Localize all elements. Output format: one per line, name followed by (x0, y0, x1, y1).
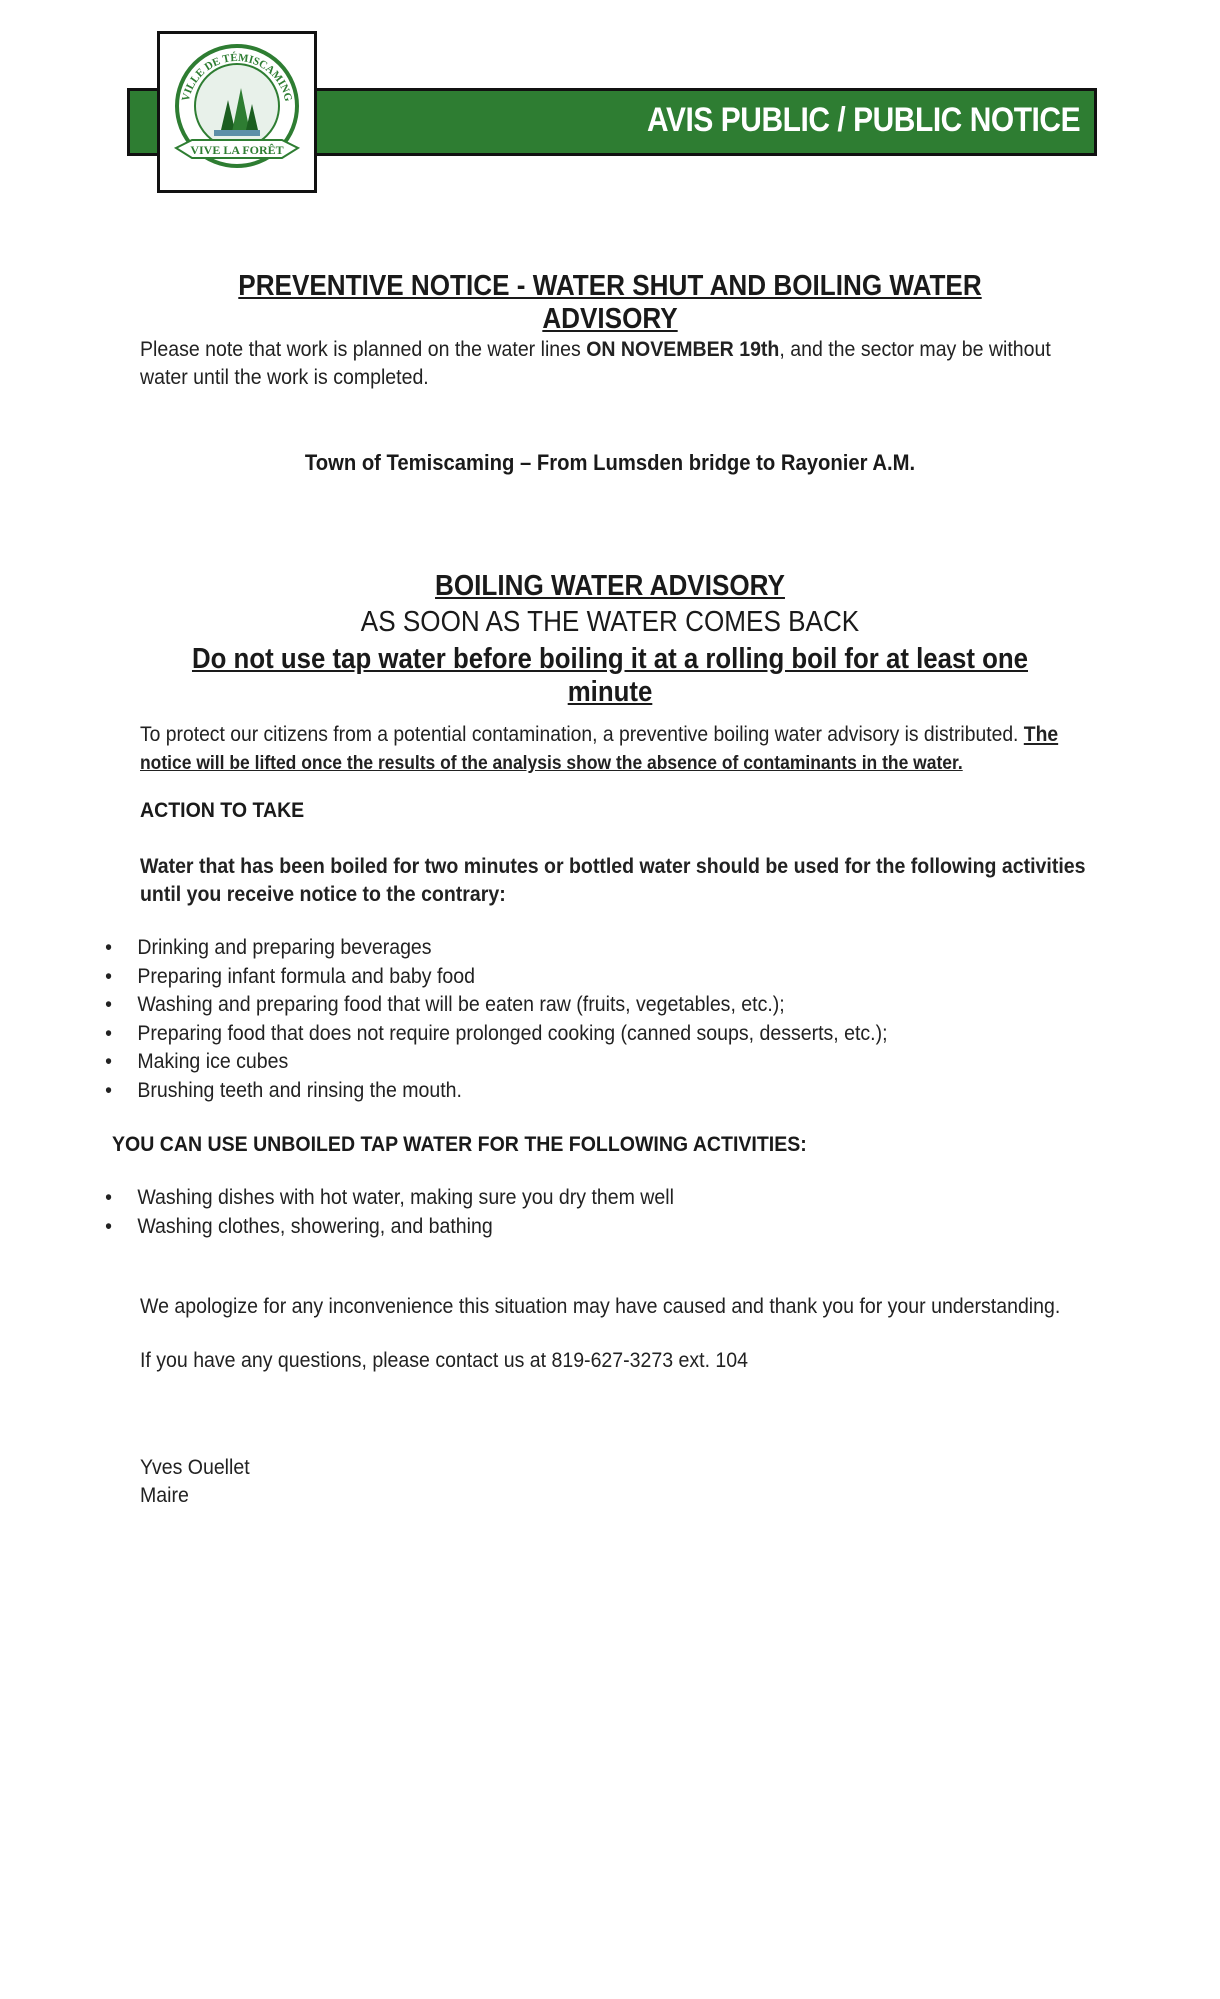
intro-date: ON NOVEMBER 19th (586, 338, 780, 361)
town-logo (157, 31, 317, 193)
advisory-title: BOILING WATER ADVISORY (435, 570, 785, 602)
signature-block (140, 1454, 250, 1510)
logo-ribbon-text: VIVE LA FORÊT (190, 143, 284, 157)
protect-paragraph (140, 721, 1097, 778)
intro-text-line2: water until the work is completed. (140, 366, 429, 389)
list-item: • Making ice cubes (105, 1050, 289, 1073)
town-seal-icon (166, 40, 308, 184)
list-item: • Washing and preparing food that will be eaten raw (fruits, vegetables, etc.); (105, 993, 785, 1016)
list-item: • Preparing food that does not require prolonged cooking (canned soups, desserts, etc.); (105, 1021, 888, 1045)
action-instruction-line1: Water that has been boiled for two minutes or bottled water should be used for the following activities (140, 855, 1086, 878)
unboiled-heading: YOU CAN USE UNBOILED TAP WATER FOR THE FOLLOWING ACTIVITIES: (112, 1133, 807, 1156)
protect-lifted-2: notice will be lifted once the results of the analysis show the absence of contaminants in the water. (140, 753, 963, 774)
list-item: • Brushing teeth and rinsing the mouth. (105, 1078, 462, 1102)
list-item: • Washing dishes with hot water, making sure you dry them well (105, 1186, 674, 1209)
signer-title: Maire (140, 1484, 189, 1507)
intro-text-before: Please note that work is planned on the water lines (140, 338, 587, 361)
advisory-subtitle: AS SOON AS THE WATER COMES BACK (360, 606, 860, 638)
header-title: AVIS PUBLIC / PUBLIC NOTICE (646, 101, 1080, 139)
affected-sector: Town of Temiscaming – From Lumsden bridge to Rayonier A.M. (304, 450, 916, 475)
signer-name: Yves Ouellet (140, 1456, 250, 1479)
contact-text: If you have any questions, please contact us at 819-627-3273 ext. 104 (140, 1349, 749, 1372)
action-instruction (140, 853, 1107, 909)
list-item: • Washing clothes, showering, and bathing (105, 1214, 493, 1238)
action-instruction-line2: until you receive notice to the contrary: (140, 883, 506, 906)
notice-title: PREVENTIVE NOTICE - WATER SHUT AND BOILING WATER ADVISORY (238, 270, 982, 335)
logo-arc-text: VILLE DE TÉMISCAMING (179, 51, 295, 103)
intro-text-after: , and the sector may be without (779, 338, 1051, 361)
protect-lifted-1: The (1023, 723, 1059, 746)
apology-text: We apologize for any inconvenience this situation may have caused and thank you for your understanding. (140, 1295, 1061, 1318)
protect-text: To protect our citizens from a potential contamination, a preventive boiling water advisory is distributed. (140, 723, 1024, 746)
list-item: • Drinking and preparing beverages (105, 936, 432, 959)
unboiled-water-list (102, 1184, 674, 1241)
boiled-water-list (102, 934, 888, 1105)
advisory-warning: Do not use tap water before boiling it at a rolling boil for at least one minute (191, 643, 1029, 708)
action-heading: ACTION TO TAKE (140, 799, 305, 822)
list-item: • Preparing infant formula and baby food (105, 964, 476, 988)
intro-paragraph (140, 336, 1070, 392)
